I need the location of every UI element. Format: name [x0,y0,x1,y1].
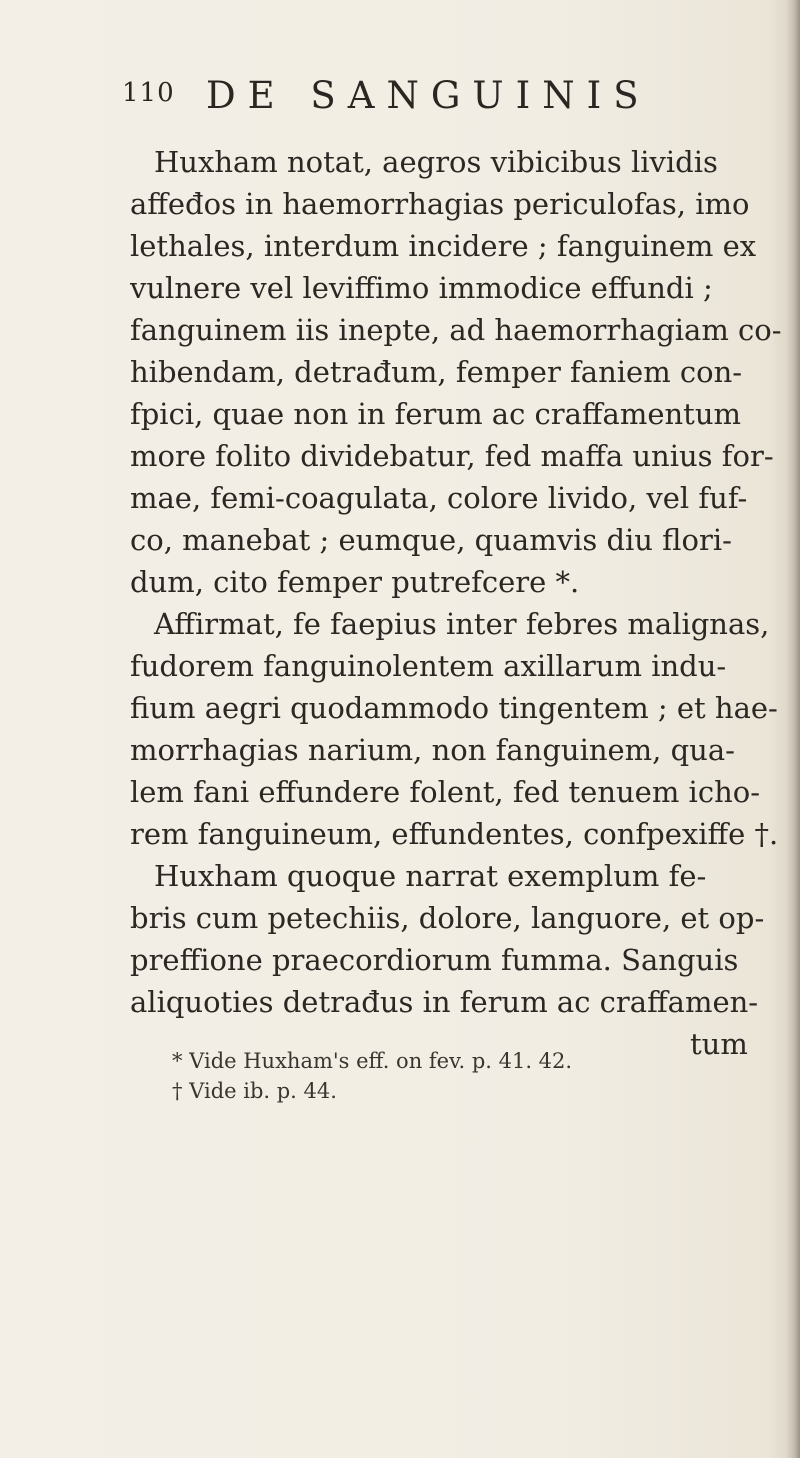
text-line: fudorem fanguinolentem axillarum indu- [130,649,727,683]
page-header [122,74,722,124]
page-number: 110 [122,78,175,108]
text-line: dum, cito femper putrefcere *. [130,565,580,599]
text-line: fpici, quae non in ferum ac craffamentum [130,397,741,431]
footnote: † Vide ib. p. 44. [172,1079,337,1103]
text-line: preffione praecordiorum fumma. Sanguis [130,943,739,977]
text-line: more folito dividebatur, fed maffa unius for- [130,439,774,473]
catchword: tum [690,1027,748,1061]
text-line: lethales, interdum incidere ; fanguinem ex [130,229,757,263]
text-line: co, manebat ; eumque, quamvis diu flori- [130,523,732,557]
text-line: Huxham quoque narrat exemplum fe- [154,859,707,893]
text-line: bris cum petechiis, dolore, languore, et op- [130,901,765,935]
running-title: DE SANGUINIS [206,74,651,117]
text-line: vulnere vel leviffimo immodice effundi ; [130,271,713,305]
text-line: morrhagias narium, non fanguinem, qua- [130,733,735,767]
text-line: Affirmat, fe faepius inter febres malignas, [154,607,770,641]
text-line: fium aegri quodammodo tingentem ; et hae- [130,691,778,725]
text-line: fanguinem iis inepte, ad haemorrhagiam co- [130,313,782,347]
text-line: affeđos in haemorrhagias periculofas, imo [130,187,750,221]
text-line: lem fani effundere folent, fed tenuem icho- [130,775,761,809]
text-line: rem fanguineum, effundentes, confpexiffe †. [130,817,779,851]
page-edge-shadow [786,0,800,1458]
text-line: aliquoties detrađus in ferum ac craffamen- [130,985,759,1019]
text-line: hibendam, detrađum, femper faniem con- [130,355,743,389]
text-line: mae, femi-coagulata, colore livido, vel fuf- [130,481,748,515]
footnote: * Vide Huxham's eff. on fev. p. 41. 42. [172,1049,573,1073]
text-line: Huxham notat, aegros vibicibus lividis [154,145,718,179]
